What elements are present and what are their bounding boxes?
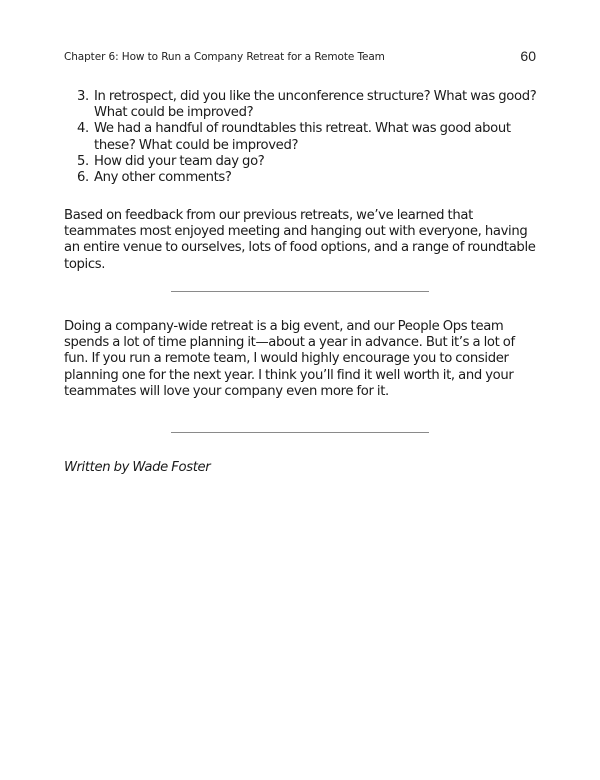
list-item bbox=[64, 154, 540, 170]
list-number: 5. bbox=[77, 153, 89, 169]
list-item-text: Any other comments? bbox=[94, 170, 232, 186]
author-byline: Written by Wade Foster bbox=[64, 460, 211, 475]
list-item-text: How did your team day go? bbox=[94, 153, 265, 169]
list-number: 4. bbox=[77, 121, 89, 137]
chapter-title: Chapter 6: How to Run a Company Retreat for a Remote Team bbox=[64, 51, 385, 63]
closing-paragraph: Doing a company-wide retreat is a big event, and our People Ops team spends a lot of time planning it—about a year in advance. But it’s a lot of fun. If you run a remote team, I would highly encourage you to consider planning one for the next year. I think you’ll find it well worth it, and your teammates will love your company even more for it. bbox=[64, 319, 515, 399]
feedback-summary-paragraph: Based on feedback from our previous retreats, we’ve learned that teammates most enjoyed meeting and hanging out with everyone, having an entire venue to ourselves, lots of food options, and a range of roundtable topics. bbox=[64, 208, 536, 272]
feedback-questions-list bbox=[64, 89, 540, 186]
list-number: 6. bbox=[77, 170, 89, 186]
list-number: 3. bbox=[77, 89, 89, 104]
list-item-text: We had a handful of roundtables this retreat. What was good about these? What could be improved? bbox=[94, 121, 511, 153]
list-item bbox=[64, 121, 540, 153]
list-item bbox=[64, 170, 540, 186]
page-header bbox=[64, 48, 536, 68]
section-divider bbox=[171, 432, 429, 433]
page-content bbox=[64, 89, 540, 475]
page-number: 60 bbox=[520, 48, 536, 64]
section-divider bbox=[171, 291, 429, 292]
list-item-text: In retrospect, did you like the unconference structure? What was good? What could be improved? bbox=[94, 89, 537, 121]
list-item bbox=[64, 89, 540, 121]
